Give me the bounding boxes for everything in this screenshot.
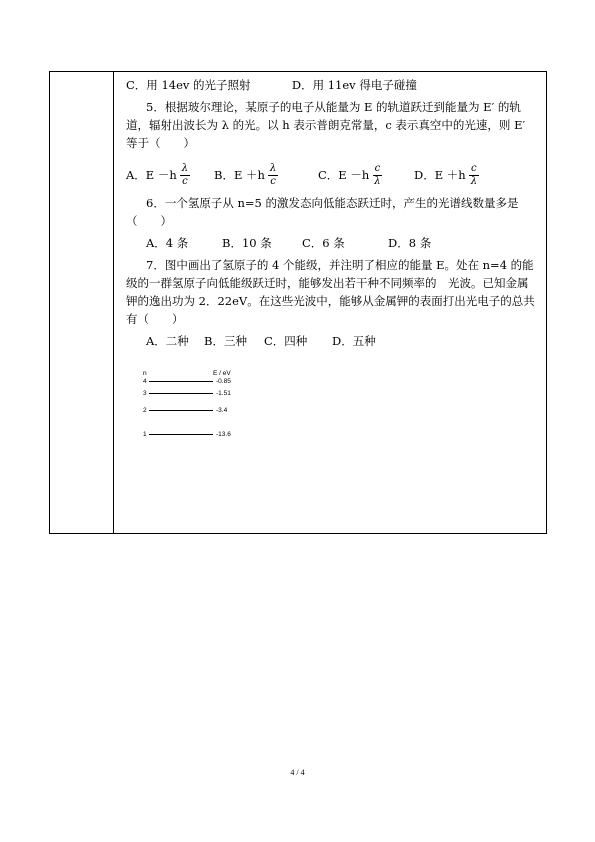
q7-line-2: 级的一群氢原子向低能级跃迁时，能够发出若干种不同频率的 光波。已知金属: [126, 276, 529, 290]
q5-option-a: [126, 160, 214, 190]
level-line: [149, 393, 213, 394]
q5-line-1: 5．根据玻尔理论，某原子的电子从能量为 E 的轨道跃迁到能量为 E′ 的轨: [146, 100, 521, 114]
q6-line-2: （ ）: [126, 214, 172, 228]
fraction-numerator: λ: [269, 162, 277, 174]
q5-option-b-label: B．E ＋h: [214, 168, 265, 182]
level-energy: -13.6: [216, 431, 231, 438]
level-n: 1: [143, 431, 147, 438]
q5-option-c-fraction: [372, 163, 382, 188]
q5-option-b-fraction: [268, 163, 278, 188]
fraction-denominator: c: [182, 175, 188, 187]
diagram-header: [143, 370, 231, 377]
fraction-numerator: c: [471, 162, 477, 174]
fraction-numerator: c: [374, 162, 381, 174]
level-energy: -1.51: [216, 390, 231, 397]
level-n: 2: [143, 407, 147, 414]
q4-options: [126, 76, 536, 94]
q6-option-a: A．4 条: [146, 236, 189, 250]
q7-line-4: 有（ ）: [126, 312, 184, 326]
level-line: [149, 410, 213, 411]
level-line: [149, 434, 213, 435]
q7-line-3: 钾的逸出功为 2．22eV。在这些光波中，能够从金属钾的表面打出光电子的总共: [126, 294, 535, 308]
q5-option-d-label: D．E ＋h: [414, 168, 466, 182]
q7-option-c: C．四种: [264, 334, 308, 348]
level-n: 4: [143, 378, 147, 385]
energy-level-4: [143, 378, 231, 385]
column-divider: [113, 71, 114, 534]
energy-level-2: [143, 407, 227, 414]
question-content: [126, 76, 536, 350]
q6-option-c: C．6 条: [302, 236, 345, 250]
level-energy: -0.85: [216, 378, 231, 385]
q7-options: [126, 332, 536, 350]
fraction-denominator: λ: [374, 175, 381, 187]
header-n-label: n: [143, 370, 147, 377]
q5-option-c: [318, 160, 414, 190]
level-n: 3: [143, 390, 147, 397]
q5-option-d: [414, 160, 479, 190]
energy-level-diagram: [143, 370, 243, 445]
page-number: 4 / 4: [290, 768, 305, 777]
q6-option-b: B．10 条: [222, 236, 272, 250]
q7-option-d: D．五种: [332, 334, 376, 348]
q6-options: [126, 234, 536, 252]
level-line: [149, 381, 213, 382]
q4-option-d: D．用 11ev 得电子碰撞: [291, 78, 417, 92]
q5-option-c-label: C．E －h: [318, 168, 370, 182]
q5-options: [126, 152, 536, 190]
fraction-denominator: c: [270, 175, 276, 187]
energy-level-3: [143, 390, 231, 397]
q5-option-b: [214, 160, 318, 190]
q5-line-2: 道，辐射出波长为 λ 的光。以 h 表示普朗克常量，c 表示真空中的光速，则 E′: [126, 118, 526, 132]
q6-line-1: 6．一个氢原子从 n=5 的激发态向低能态跃迁时，产生的光谱线数量多是: [146, 196, 519, 210]
q7-option-a: A．二种: [146, 334, 189, 348]
header-e-label: E / eV: [213, 370, 231, 377]
energy-level-1: [143, 431, 231, 438]
fraction-denominator: λ: [470, 175, 478, 187]
q6-option-d: D．8 条: [388, 236, 432, 250]
q5-option-a-fraction: [180, 163, 190, 188]
q7-line-1: 7．图中画出了氢原子的 4 个能级，并注明了相应的能量 E。处在 n=4 的能: [146, 258, 534, 272]
q4-option-c: C．用 14ev 的光子照射: [126, 78, 251, 92]
q5-option-d-fraction: [469, 163, 479, 188]
fraction-numerator: λ: [181, 162, 189, 174]
level-energy: -3.4: [216, 407, 228, 414]
q7-option-b: B．三种: [204, 334, 247, 348]
q5-option-a-label: A．E －h: [126, 168, 177, 182]
q5-line-3: 等于（ ）: [126, 136, 195, 150]
